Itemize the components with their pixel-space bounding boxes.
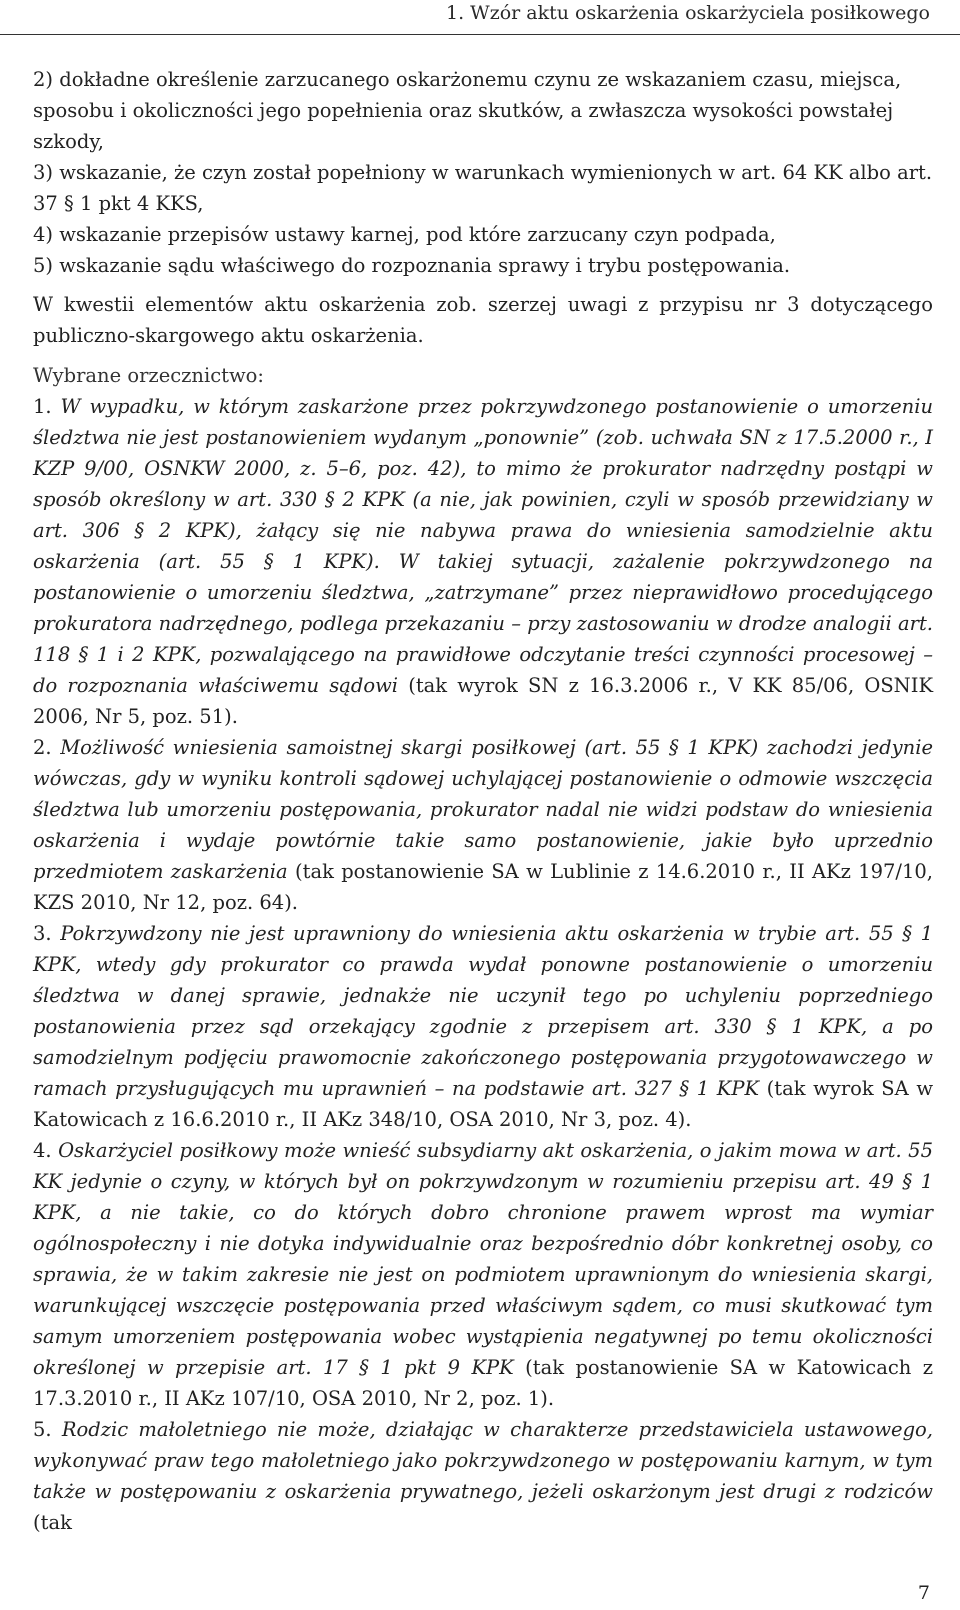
case-text: Pokrzywdzony nie jest uprawniony do wniesienia aktu oskarżenia w trybie art. 55 § 1 KPK, wtedy gdy prokurator co prawda wydał ponowne postanowienie o umorzeniu śledztwa w danej sprawie, jednakże nie uczynił tego po uchyleniu poprzedniego postanowienia przez sąd orzekający zgodnie z przepisem art. 330 § 1 KPK, a po samodzielnym podjęciu prawomocnie zakończonego postępowania przygotowawczego w ramach przysługujących mu uprawnień – na podstawie art. 327 § 1 KPK <box>33 922 933 1100</box>
case-text: Rodzic małoletniego nie może, działając w charakterze przedstawiciela ustawowego, wykonywać praw tego małoletniego jako pokrzywdzonego w postępowaniu karnym, w tym także w postępowaniu z oskarżenia prywatnego, jeżeli oskarżonym jest drugi z rodziców <box>33 1418 933 1503</box>
case-number: 4. <box>33 1139 52 1162</box>
list-item: 4) wskazanie przepisów ustawy karnej, pod które zarzucany czyn podpada, <box>33 223 776 246</box>
case-item <box>33 1135 933 1414</box>
case-item <box>33 1414 933 1538</box>
case-item <box>33 732 933 918</box>
case-item <box>33 918 933 1135</box>
case-text: Możliwość wniesienia samoistnej skargi posiłkowej (art. 55 § 1 KPK) zachodzi jedynie wówczas, gdy w wyniku kontroli sądowej uchylającej postanowienie o odmowie wszczęcia śledztwa lub umorzeniu postępowania, prokurator nadal nie widzi podstaw do wniesienia oskarżenia i wydaje powtórnie takie samo postanowienie, jakie było uprzednio przedmiotem zaskarżenia <box>33 736 933 883</box>
case-item <box>33 391 933 732</box>
list-item: 3) wskazanie, że czyn został popełniony w warunkach wymienionych w art. 64 KK albo art. 37 § 1 pkt 4 KKS, <box>33 161 933 215</box>
case-text: W wypadku, w którym zaskarżone przez pokrzywdzonego postanowienie o umorzeniu śledztwa nie jest postanowieniem wydanym „ponownie” (zob. uchwała SN z 17.5.2000 r., I KZP 9/00, OSNKW 2000, z. 5–6, poz. 42), to mimo że prokurator nadrzędny postąpi w sposób określony w art. 330 § 2 KPK (a nie, jak powinien, czyli w sposób przewidziany w art. 306 § 2 KPK), żałący się nie nabywa prawa do wniesienia samodzielnie aktu oskarżenia (art. 55 § 1 KPK). W takiej sytuacji, zażalenie pokrzywdzonego na postanowienie o umorzeniu śledztwa, „zatrzymane” przez nieprawidłowo procedującego prokuratora nadrzędnego, podlega przekazaniu – przy zastosowaniu w drodze analogii art. 118 § 1 i 2 KPK, pozwalającego na prawidłowe odczytanie treści czynności procesowej – do rozpoznania właściwemu sądowi <box>33 395 934 697</box>
case-number: 3. <box>33 922 52 945</box>
case-number: 1. <box>33 395 52 418</box>
header-rule <box>0 34 960 35</box>
case-citation: (tak postanowienie SA w Katowicach z 17.3.2010 r., II AKz 107/10, OSA 2010, Nr 2, poz. 1). <box>33 1356 933 1410</box>
list-item: 5) wskazanie sądu właściwego do rozpoznania sprawy i trybu postępowania. <box>33 254 791 277</box>
list-item: 2) dokładne określenie zarzucanego oskarżonemu czynu ze wskazaniem czasu, miejsca, sposobu i okoliczności jego popełnienia oraz skutków, a zwłaszcza wysokości powstałej szkody, <box>33 68 902 153</box>
case-citation: (tak <box>33 1511 72 1534</box>
case-number: 2. <box>33 736 52 759</box>
case-citation: (tak wyrok SN z 16.3.2006 r., V KK 85/06, OSNIK 2006, Nr 5, poz. 51). <box>33 674 934 728</box>
section-heading: Wybrane orzecznictwo: <box>33 364 264 387</box>
note-paragraph: W kwestii elementów aktu oskarżenia zob. szerzej uwagi z przypisu nr 3 dotyczącego publiczno-skargowego aktu oskarżenia. <box>33 293 933 347</box>
case-number: 5. <box>33 1418 52 1441</box>
running-header: 1. Wzór aktu oskarżenia oskarżyciela posiłkowego <box>446 2 930 24</box>
page-number: 7 <box>917 1582 930 1604</box>
page-content <box>33 64 933 1538</box>
case-text: Oskarżyciel posiłkowy może wnieść subsydiarny akt oskarżenia, o jakim mowa w art. 55 KK jedynie o czyny, w których był on pokrzywdzonym w rozumieniu przepisu art. 49 § 1 KPK, a nie takie, co do których dobro chronione prawem wprost ma wymiar ogólnospołeczny i nie dotyka indywidualnie oraz bezpośrednio dóbr konkretnej osoby, co sprawia, że w takim zakresie nie jest on podmiotem uprawnionym do wniesienia skargi, warunkującej wszczęcie postępowania przed właściwym sądem, co musi skutkować tym samym umorzeniem postępowania wobec wystąpienia negatywnej po temu okoliczności określonej w przepisie art. 17 § 1 pkt 9 KPK <box>33 1139 933 1379</box>
case-citation: (tak wyrok SA w Katowicach z 16.6.2010 r., II AKz 348/10, OSA 2010, Nr 3, poz. 4). <box>33 1077 934 1131</box>
case-citation: (tak postanowienie SA w Lublinie z 14.6.2010 r., II AKz 197/10, KZS 2010, Nr 12, poz. 64). <box>33 860 934 914</box>
